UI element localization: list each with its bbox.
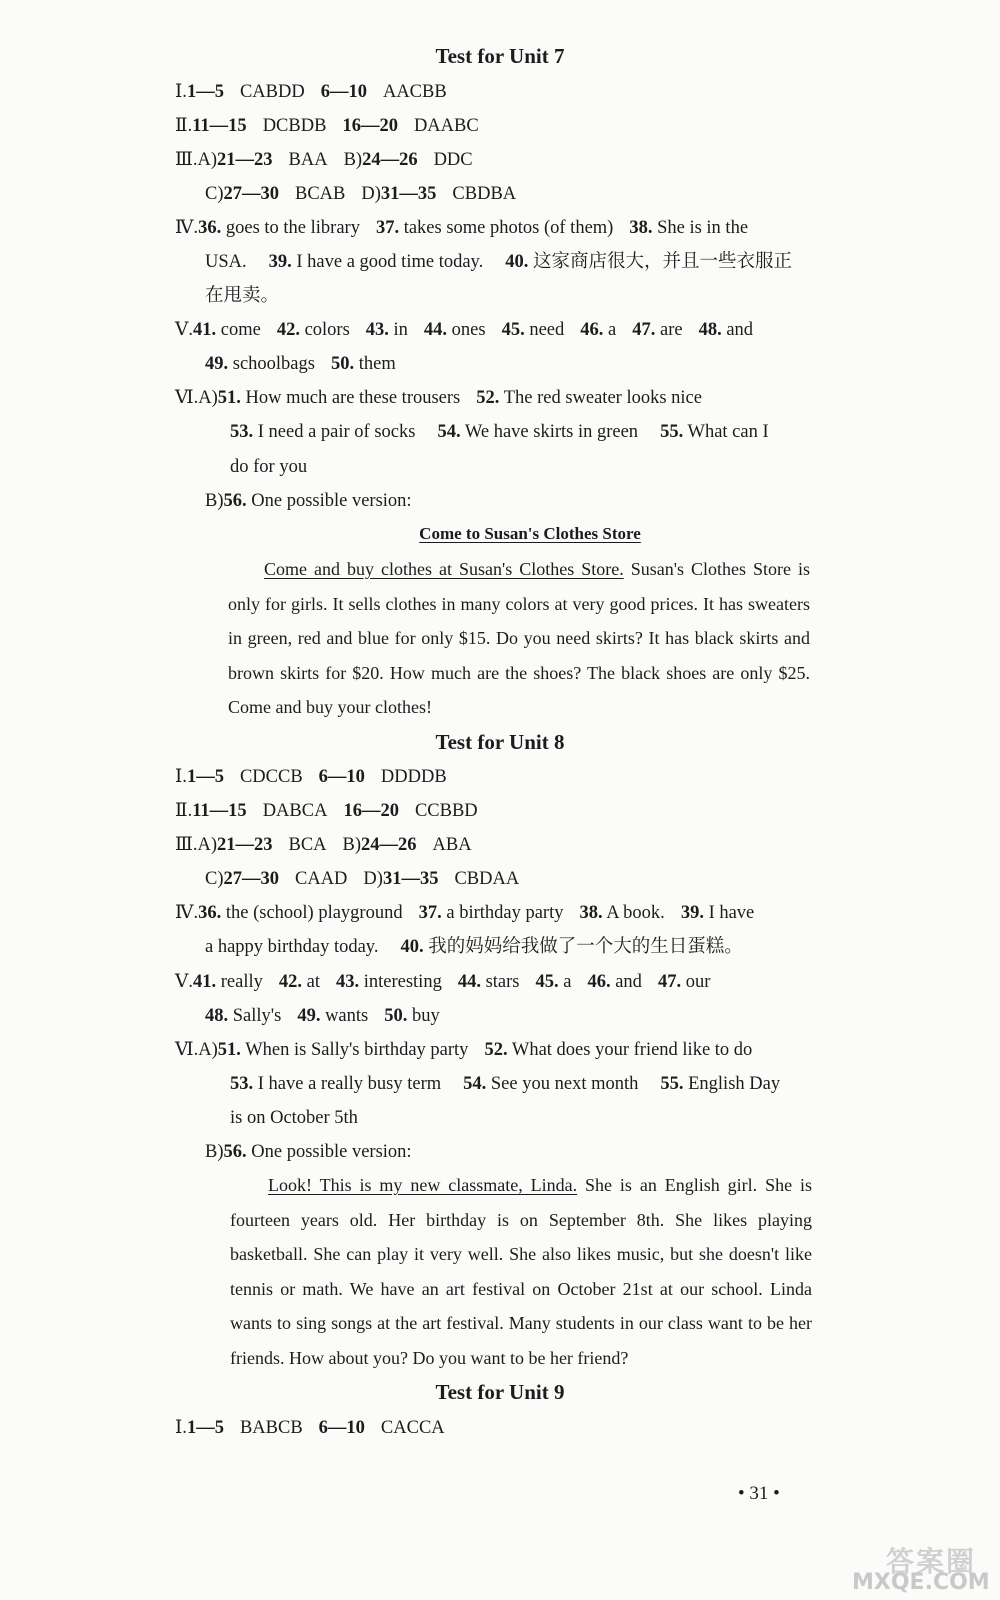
unit8-section-iii-line2: C)27—30 CAAD D)31—35 CBDAA: [205, 869, 520, 889]
unit7-section-v-line1: Ⅴ.41. come 42. colors 43. in 44. ones 45. need 46. a 47. are 48. and: [175, 320, 754, 340]
unit7-section-iv-line1: Ⅳ.36. goes to the library 37. takes some photos (of them) 38. She is in the: [175, 218, 749, 238]
unit7-section-vi-b: B)56. One possible version:: [205, 491, 412, 511]
unit7-section-iii-line2: C)27—30 BCAB D)31—35 CBDBA: [205, 184, 517, 204]
unit9-title: Test for Unit 9: [435, 1380, 565, 1404]
unit8-section-vi-b: B)56. One possible version:: [205, 1142, 412, 1162]
unit7-essay: Come and buy clothes at Susan's Clothes Store. Susan's Clothes Store is only for girls. It sells clothes in many colors at very good prices. It has sweaters in green, red and blue for only $15. Do you need skirts? It has black skirts and brown skirts for $20. How much are the shoes? The black shoes are only $25. Come and buy your clothes!: [228, 559, 810, 717]
unit7-title: Test for Unit 7: [435, 44, 565, 68]
unit7-section-vi-line1: Ⅵ.A)51. How much are these trousers 52. The red sweater looks nice: [175, 388, 702, 408]
unit7-section-ii: Ⅱ.11—15 DCBDB 16—20 DAABC: [175, 116, 479, 136]
unit8-title: Test for Unit 8: [435, 730, 565, 754]
unit8-section-i: Ⅰ.1—5 CDCCB 6—10 DDDDB: [175, 767, 447, 787]
page-number: • 31 •: [738, 1483, 780, 1504]
unit7-section-iv-line2: USA. 39. I have a good time today. 40. 这家商店很大，并且一些衣服正: [205, 252, 792, 272]
watermark-text: MXQE.COM: [852, 1570, 990, 1595]
unit7-section-vi-line3: do for you: [230, 457, 308, 477]
unit8-section-iii-line1: Ⅲ.A)21—23 BCA B)24—26 ABA: [175, 835, 472, 855]
unit8-section-ii: Ⅱ.11—15 DABCA 16—20 CCBBD: [175, 801, 478, 821]
unit8-essay: Look! This is my new classmate, Linda. She is an English girl. She is fourteen years old. Her birthday is on September 8th. She likes playing basketball. She can play it very well. She also likes music, but she doesn't like tennis or math. We have an art festival on October 21st at our school. Linda wants to sing songs at the art festival. Many students in our class want to be her friends. How about you? Do you want to be her friend?: [230, 1175, 813, 1368]
unit8-section-iv-line1: Ⅳ.36. the (school) playground 37. a birthday party 38. A book. 39. I have: [175, 903, 755, 923]
unit9-section-i: Ⅰ.1—5 BABCB 6—10 CACCA: [175, 1418, 445, 1438]
watermark-logo: 答案圈: [886, 1545, 977, 1578]
unit8-section-vi-line2: 53. I have a really busy term 54. See you next month 55. English Day: [230, 1074, 781, 1094]
unit7-section-iv-line3: 在甩卖。: [205, 286, 280, 306]
unit7-section-vi-line2: 53. I need a pair of socks 54. We have skirts in green 55. What can I: [230, 422, 769, 442]
unit7-essay-title: Come to Susan's Clothes Store: [419, 524, 641, 543]
unit8-section-vi-line3: is on October 5th: [230, 1108, 358, 1128]
unit8-section-iv-line2: a happy birthday today. 40. 我的妈妈给我做了一个大的生日蛋糕。: [205, 937, 743, 957]
unit8-section-vi-line1: Ⅵ.A)51. When is Sally's birthday party 52. What does your friend like to do: [175, 1040, 753, 1060]
watermark: [790, 1540, 990, 1596]
unit7-section-v-line2: 49. schoolbags 50. them: [205, 354, 396, 374]
unit7-section-i: Ⅰ.1—5 CABDD 6—10 AACBB: [175, 82, 447, 102]
unit8-section-v-line2: 48. Sally's 49. wants 50. buy: [205, 1006, 440, 1026]
unit8-section-v-line1: Ⅴ.41. really 42. at 43. interesting 44. stars 45. a 46. and 47. our: [175, 972, 711, 992]
unit7-section-iii-line1: Ⅲ.A)21—23 BAA B)24—26 DDC: [175, 150, 473, 170]
